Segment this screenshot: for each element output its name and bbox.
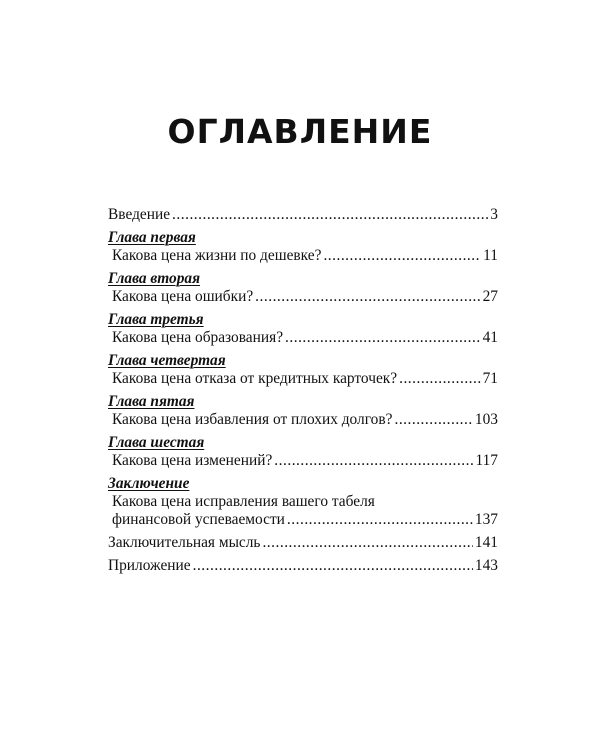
dot-leader xyxy=(274,452,473,470)
toc-page-number: 103 xyxy=(474,411,498,428)
chapter-label: Глава первая xyxy=(108,229,196,246)
chapter-label: Глава третья xyxy=(108,311,204,328)
chapter-label: Заключение xyxy=(108,475,190,492)
toc-entry-text: Заключительная мысль xyxy=(108,534,261,551)
dot-leader xyxy=(262,534,472,552)
toc-entry-chapter-6 xyxy=(108,434,498,470)
dot-leader xyxy=(399,370,481,388)
toc-entry-chapter-3 xyxy=(108,311,498,347)
toc-entry-text: Какова цена жизни по дешевке? xyxy=(112,247,322,264)
toc-page-number: 117 xyxy=(475,452,498,469)
chapter-label: Глава пятая xyxy=(108,393,195,410)
toc-entry-conclusion xyxy=(108,475,498,529)
toc-entry-text-line-2: финансовой успеваемости xyxy=(112,511,285,528)
toc-entry-text: Какова цена изменений? xyxy=(112,452,273,469)
dot-leader xyxy=(285,329,481,347)
dot-leader xyxy=(323,247,481,265)
dot-leader xyxy=(193,557,473,575)
toc-entry-final-thought xyxy=(108,534,498,552)
dot-leader xyxy=(255,288,480,306)
toc-page-number: 137 xyxy=(474,511,498,528)
chapter-label: Глава шестая xyxy=(108,434,205,451)
toc-entry-text: Какова цена отказа от кредитных карточек? xyxy=(112,370,398,387)
toc-page-number: 141 xyxy=(474,534,498,551)
chapter-label: Глава вторая xyxy=(108,270,201,287)
toc-page-number: 3 xyxy=(490,206,498,223)
toc-page-number: 143 xyxy=(474,557,498,574)
toc-entry-chapter-4 xyxy=(108,352,498,388)
toc-entry-introduction xyxy=(108,206,498,224)
toc-entry-text: Приложение xyxy=(108,557,191,574)
toc-page-number: 11 xyxy=(483,247,498,264)
toc-entry-chapter-5 xyxy=(108,393,498,429)
dot-leader xyxy=(394,411,472,429)
toc-entry-appendix xyxy=(108,557,498,575)
page-title: ОГЛАВЛЕНИЕ xyxy=(167,112,433,151)
dot-leader xyxy=(287,511,473,529)
toc-entry-text: Какова цена избавления от плохих долгов? xyxy=(112,411,393,428)
toc-page-number: 71 xyxy=(482,370,498,387)
toc-page-number: 41 xyxy=(482,329,498,346)
dot-leader xyxy=(172,206,488,224)
toc-page-number: 27 xyxy=(482,288,498,305)
toc-entry-text: Какова цена образования? xyxy=(112,329,284,346)
toc-entry-text: Какова цена ошибки? xyxy=(112,288,254,305)
toc-entry-text-line-1: Какова цена исправления вашего табеля xyxy=(112,493,375,510)
toc-entry-chapter-1 xyxy=(108,229,498,265)
toc-entry-chapter-2 xyxy=(108,270,498,306)
table-of-contents xyxy=(108,206,498,575)
chapter-label: Глава четвертая xyxy=(108,352,226,369)
toc-entry-text: Введение xyxy=(108,206,171,223)
